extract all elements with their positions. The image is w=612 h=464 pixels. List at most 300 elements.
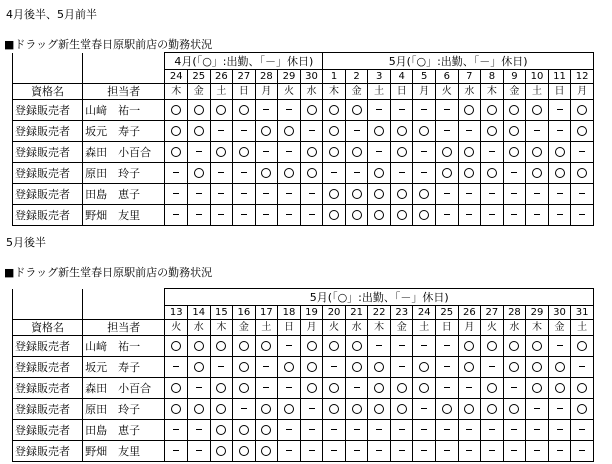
work-circle-icon bbox=[171, 126, 181, 136]
work-circle-icon bbox=[464, 147, 474, 157]
work-circle-icon bbox=[194, 168, 204, 178]
attendance-cell-off bbox=[300, 399, 323, 420]
day-number: 9 bbox=[503, 70, 526, 84]
work-circle-icon bbox=[532, 147, 542, 157]
attendance-cell-off bbox=[436, 336, 459, 357]
off-dash-icon bbox=[534, 214, 540, 215]
work-circle-icon bbox=[419, 126, 429, 136]
attendance-cell-work bbox=[188, 357, 211, 378]
weekday: 日 bbox=[233, 84, 256, 100]
work-circle-icon bbox=[419, 383, 429, 393]
weekday: 木 bbox=[323, 84, 346, 100]
attendance-cell-work bbox=[413, 357, 436, 378]
work-circle-icon bbox=[171, 404, 181, 414]
work-circle-icon bbox=[442, 404, 452, 414]
attendance-cell-work bbox=[210, 100, 233, 121]
work-circle-icon bbox=[509, 362, 519, 372]
off-dash-icon bbox=[218, 214, 224, 215]
off-dash-icon bbox=[263, 387, 269, 388]
work-circle-icon bbox=[352, 341, 362, 351]
off-dash-icon bbox=[309, 130, 315, 131]
day-number: 19 bbox=[300, 306, 323, 320]
table-row bbox=[13, 441, 594, 462]
attendance-cell-off bbox=[188, 420, 211, 441]
attendance-cell-work bbox=[481, 336, 504, 357]
attendance-cell-work bbox=[278, 357, 301, 378]
off-dash-icon bbox=[218, 366, 224, 367]
day-number: 27 bbox=[481, 306, 504, 320]
off-dash-icon bbox=[534, 193, 540, 194]
off-dash-icon bbox=[399, 429, 405, 430]
work-circle-icon bbox=[352, 404, 362, 414]
table-title: ■ドラッグ新生堂春日原駅前店の勤務状況 bbox=[4, 266, 213, 279]
weekday: 水 bbox=[458, 84, 481, 100]
attendance-cell-work bbox=[255, 121, 278, 142]
attendance-cell-work bbox=[300, 378, 323, 399]
attendance-cell-off bbox=[278, 336, 301, 357]
month-group-header: 5月(「○」:出勤、「－」休日) bbox=[323, 53, 594, 70]
work-circle-icon bbox=[577, 168, 587, 178]
qualification-cell: 登録販売者 bbox=[13, 163, 83, 184]
off-dash-icon bbox=[511, 172, 517, 173]
attendance-cell-work bbox=[345, 142, 368, 163]
day-number: 28 bbox=[503, 306, 526, 320]
attendance-cell-off bbox=[526, 420, 549, 441]
work-circle-icon bbox=[555, 168, 565, 178]
attendance-cell-work bbox=[255, 336, 278, 357]
qualification-header: 資格名 bbox=[13, 84, 83, 100]
off-dash-icon bbox=[444, 214, 450, 215]
attendance-cell-work bbox=[503, 357, 526, 378]
attendance-cell-work bbox=[210, 378, 233, 399]
off-dash-icon bbox=[444, 193, 450, 194]
off-dash-icon bbox=[309, 450, 315, 451]
work-circle-icon bbox=[216, 383, 226, 393]
attendance-cell-off bbox=[503, 184, 526, 205]
weekday: 月 bbox=[458, 320, 481, 336]
work-circle-icon bbox=[487, 383, 497, 393]
attendance-cell-work bbox=[458, 163, 481, 184]
day-number: 31 bbox=[571, 306, 594, 320]
work-circle-icon bbox=[284, 126, 294, 136]
off-dash-icon bbox=[466, 130, 472, 131]
off-dash-icon bbox=[286, 429, 292, 430]
attendance-cell-work bbox=[503, 100, 526, 121]
work-circle-icon bbox=[307, 168, 317, 178]
work-circle-icon bbox=[509, 404, 519, 414]
attendance-cell-off bbox=[255, 205, 278, 226]
attendance-cell-off bbox=[413, 163, 436, 184]
attendance-cell-work bbox=[210, 420, 233, 441]
attendance-cell-work bbox=[323, 336, 346, 357]
off-dash-icon bbox=[466, 193, 472, 194]
attendance-cell-work bbox=[255, 441, 278, 462]
attendance-cell-work bbox=[233, 142, 256, 163]
off-dash-icon bbox=[534, 130, 540, 131]
attendance-cell-off bbox=[571, 205, 594, 226]
attendance-cell-work bbox=[481, 399, 504, 420]
off-dash-icon bbox=[489, 429, 495, 430]
attendance-cell-off bbox=[323, 441, 346, 462]
attendance-cell-work bbox=[390, 142, 413, 163]
attendance-cell-off bbox=[210, 163, 233, 184]
attendance-cell-off bbox=[390, 420, 413, 441]
work-circle-icon bbox=[261, 425, 271, 435]
weekday: 火 bbox=[165, 320, 188, 336]
weekday: 火 bbox=[278, 84, 301, 100]
attendance-cell-off bbox=[300, 121, 323, 142]
attendance-cell-off bbox=[413, 142, 436, 163]
work-circle-icon bbox=[442, 147, 452, 157]
table-row bbox=[13, 142, 594, 163]
weekday: 金 bbox=[188, 84, 211, 100]
attendance-cell-off bbox=[188, 378, 211, 399]
off-dash-icon bbox=[218, 172, 224, 173]
attendance-cell-off bbox=[548, 100, 571, 121]
off-dash-icon bbox=[421, 450, 427, 451]
table-row bbox=[13, 357, 594, 378]
weekday: 木 bbox=[368, 320, 391, 336]
day-number: 21 bbox=[345, 306, 368, 320]
off-dash-icon bbox=[444, 387, 450, 388]
attendance-cell-off bbox=[548, 441, 571, 462]
off-dash-icon bbox=[557, 109, 563, 110]
attendance-cell-work bbox=[413, 121, 436, 142]
attendance-cell-work bbox=[323, 205, 346, 226]
off-dash-icon bbox=[511, 429, 517, 430]
attendance-cell-work bbox=[571, 336, 594, 357]
attendance-cell-off bbox=[390, 163, 413, 184]
day-number: 17 bbox=[255, 306, 278, 320]
attendance-cell-off bbox=[481, 441, 504, 462]
day-number: 3 bbox=[368, 70, 391, 84]
off-dash-icon bbox=[309, 214, 315, 215]
attendance-cell-work bbox=[255, 420, 278, 441]
weekday: 木 bbox=[481, 84, 504, 100]
table-row bbox=[13, 100, 594, 121]
off-dash-icon bbox=[534, 450, 540, 451]
work-circle-icon bbox=[171, 147, 181, 157]
attendance-cell-work bbox=[323, 378, 346, 399]
day-number: 30 bbox=[300, 70, 323, 84]
day-number: 24 bbox=[413, 306, 436, 320]
work-circle-icon bbox=[216, 341, 226, 351]
off-dash-icon bbox=[399, 172, 405, 173]
work-circle-icon bbox=[284, 404, 294, 414]
attendance-cell-work bbox=[323, 100, 346, 121]
attendance-cell-off bbox=[278, 205, 301, 226]
attendance-cell-work bbox=[323, 121, 346, 142]
day-number: 26 bbox=[458, 306, 481, 320]
month-group-header: 4月(「○」:出勤、「－」休日) bbox=[165, 53, 323, 70]
off-dash-icon bbox=[241, 130, 247, 131]
attendance-cell-off bbox=[458, 121, 481, 142]
day-number: 11 bbox=[548, 70, 571, 84]
day-number: 6 bbox=[436, 70, 459, 84]
attendance-cell-work bbox=[526, 357, 549, 378]
off-dash-icon bbox=[489, 366, 495, 367]
off-dash-icon bbox=[286, 387, 292, 388]
work-circle-icon bbox=[239, 425, 249, 435]
attendance-cell-off bbox=[413, 441, 436, 462]
day-number: 8 bbox=[481, 70, 504, 84]
weekday: 金 bbox=[345, 84, 368, 100]
attendance-cell-work bbox=[368, 357, 391, 378]
attendance-cell-off bbox=[233, 121, 256, 142]
attendance-cell-off bbox=[548, 205, 571, 226]
day-number: 25 bbox=[436, 306, 459, 320]
attendance-cell-off bbox=[345, 163, 368, 184]
table-row bbox=[13, 336, 594, 357]
attendance-cell-off bbox=[210, 121, 233, 142]
person-name-cell: 田島 恵子 bbox=[83, 420, 165, 441]
attendance-cell-work bbox=[323, 142, 346, 163]
person-name-cell: 山﨑 祐一 bbox=[83, 336, 165, 357]
off-dash-icon bbox=[399, 366, 405, 367]
weekday: 水 bbox=[188, 320, 211, 336]
attendance-cell-off bbox=[233, 399, 256, 420]
attendance-cell-work bbox=[210, 336, 233, 357]
work-circle-icon bbox=[329, 189, 339, 199]
attendance-cell-work bbox=[548, 357, 571, 378]
attendance-cell-work bbox=[390, 378, 413, 399]
work-circle-icon bbox=[194, 126, 204, 136]
work-circle-icon bbox=[216, 446, 226, 456]
attendance-cell-work bbox=[323, 184, 346, 205]
attendance-cell-work bbox=[481, 378, 504, 399]
off-dash-icon bbox=[241, 172, 247, 173]
day-number: 23 bbox=[390, 306, 413, 320]
weekday: 土 bbox=[368, 84, 391, 100]
attendance-cell-work bbox=[458, 336, 481, 357]
person-name-cell: 坂元 寿子 bbox=[83, 357, 165, 378]
work-circle-icon bbox=[532, 362, 542, 372]
off-dash-icon bbox=[331, 172, 337, 173]
qualification-cell: 登録販売者 bbox=[13, 121, 83, 142]
weekday: 日 bbox=[548, 84, 571, 100]
off-dash-icon bbox=[331, 450, 337, 451]
off-dash-icon bbox=[489, 151, 495, 152]
work-circle-icon bbox=[577, 383, 587, 393]
attendance-cell-work bbox=[188, 336, 211, 357]
attendance-cell-off bbox=[255, 142, 278, 163]
weekday: 金 bbox=[503, 84, 526, 100]
day-number: 28 bbox=[255, 70, 278, 84]
weekday: 金 bbox=[233, 320, 256, 336]
attendance-cell-work bbox=[233, 357, 256, 378]
off-dash-icon bbox=[557, 193, 563, 194]
attendance-cell-work bbox=[481, 163, 504, 184]
day-number: 25 bbox=[188, 70, 211, 84]
off-dash-icon bbox=[579, 429, 585, 430]
work-circle-icon bbox=[577, 341, 587, 351]
attendance-cell-off bbox=[165, 205, 188, 226]
work-circle-icon bbox=[352, 189, 362, 199]
work-circle-icon bbox=[374, 210, 384, 220]
work-circle-icon bbox=[352, 105, 362, 115]
attendance-cell-work bbox=[571, 378, 594, 399]
work-circle-icon bbox=[397, 383, 407, 393]
work-circle-icon bbox=[532, 168, 542, 178]
attendance-cell-off bbox=[278, 100, 301, 121]
attendance-cell-off bbox=[368, 142, 391, 163]
work-circle-icon bbox=[307, 147, 317, 157]
work-circle-icon bbox=[239, 446, 249, 456]
work-circle-icon bbox=[261, 341, 271, 351]
attendance-cell-work bbox=[233, 441, 256, 462]
work-circle-icon bbox=[374, 404, 384, 414]
off-dash-icon bbox=[421, 408, 427, 409]
off-dash-icon bbox=[196, 387, 202, 388]
qualification-cell: 登録販売者 bbox=[13, 357, 83, 378]
off-dash-icon bbox=[557, 408, 563, 409]
table-row bbox=[13, 420, 594, 441]
attendance-cell-off bbox=[436, 378, 459, 399]
attendance-cell-work bbox=[526, 142, 549, 163]
attendance-cell-off bbox=[255, 100, 278, 121]
work-circle-icon bbox=[307, 383, 317, 393]
work-circle-icon bbox=[194, 404, 204, 414]
attendance-cell-work bbox=[413, 378, 436, 399]
person-name-cell: 野畑 友里 bbox=[83, 441, 165, 462]
work-circle-icon bbox=[261, 168, 271, 178]
attendance-cell-off bbox=[526, 121, 549, 142]
off-dash-icon bbox=[173, 172, 179, 173]
attendance-cell-off bbox=[526, 184, 549, 205]
attendance-cell-work bbox=[368, 163, 391, 184]
off-dash-icon bbox=[286, 345, 292, 346]
section-heading: 4月後半、5月前半 bbox=[6, 8, 97, 21]
attendance-cell-off bbox=[436, 420, 459, 441]
attendance-cell-work bbox=[458, 100, 481, 121]
work-circle-icon bbox=[419, 210, 429, 220]
attendance-cell-off bbox=[481, 205, 504, 226]
work-circle-icon bbox=[171, 383, 181, 393]
weekday: 土 bbox=[255, 320, 278, 336]
off-dash-icon bbox=[489, 193, 495, 194]
attendance-cell-work bbox=[255, 163, 278, 184]
day-number: 4 bbox=[390, 70, 413, 84]
off-dash-icon bbox=[444, 130, 450, 131]
work-circle-icon bbox=[555, 147, 565, 157]
attendance-cell-off bbox=[233, 205, 256, 226]
work-circle-icon bbox=[194, 362, 204, 372]
off-dash-icon bbox=[354, 387, 360, 388]
attendance-cell-work bbox=[188, 121, 211, 142]
attendance-cell-work bbox=[345, 205, 368, 226]
off-dash-icon bbox=[421, 109, 427, 110]
attendance-cell-work bbox=[345, 184, 368, 205]
corner-cell bbox=[83, 306, 165, 320]
off-dash-icon bbox=[376, 429, 382, 430]
attendance-cell-off bbox=[368, 100, 391, 121]
off-dash-icon bbox=[466, 387, 472, 388]
weekday: 水 bbox=[503, 320, 526, 336]
attendance-cell-off bbox=[413, 420, 436, 441]
attendance-cell-off bbox=[458, 184, 481, 205]
attendance-cell-off bbox=[345, 420, 368, 441]
off-dash-icon bbox=[421, 345, 427, 346]
work-circle-icon bbox=[509, 105, 519, 115]
attendance-cell-off bbox=[165, 441, 188, 462]
qualification-cell: 登録販売者 bbox=[13, 100, 83, 121]
off-dash-icon bbox=[557, 429, 563, 430]
off-dash-icon bbox=[376, 109, 382, 110]
day-number: 20 bbox=[323, 306, 346, 320]
attendance-cell-off bbox=[458, 205, 481, 226]
person-name-cell: 森田 小百合 bbox=[83, 378, 165, 399]
attendance-cell-off bbox=[210, 357, 233, 378]
weekday: 木 bbox=[210, 320, 233, 336]
attendance-cell-work bbox=[210, 441, 233, 462]
off-dash-icon bbox=[286, 450, 292, 451]
attendance-cell-work bbox=[300, 357, 323, 378]
attendance-cell-off bbox=[481, 357, 504, 378]
work-circle-icon bbox=[487, 126, 497, 136]
attendance-cell-off bbox=[165, 420, 188, 441]
work-circle-icon bbox=[352, 362, 362, 372]
work-circle-icon bbox=[239, 383, 249, 393]
attendance-cell-off bbox=[278, 184, 301, 205]
attendance-cell-off bbox=[278, 378, 301, 399]
qualification-cell: 登録販売者 bbox=[13, 142, 83, 163]
attendance-cell-off bbox=[503, 205, 526, 226]
attendance-cell-off bbox=[390, 441, 413, 462]
day-number: 1 bbox=[323, 70, 346, 84]
off-dash-icon bbox=[331, 429, 337, 430]
qualification-cell: 登録販売者 bbox=[13, 399, 83, 420]
attendance-cell-off bbox=[188, 184, 211, 205]
qualification-cell: 登録販売者 bbox=[13, 420, 83, 441]
attendance-cell-work bbox=[188, 100, 211, 121]
day-number: 16 bbox=[233, 306, 256, 320]
person-name-cell: 田島 恵子 bbox=[83, 184, 165, 205]
attendance-cell-off bbox=[436, 184, 459, 205]
work-circle-icon bbox=[487, 341, 497, 351]
work-circle-icon bbox=[374, 362, 384, 372]
attendance-cell-off bbox=[278, 420, 301, 441]
off-dash-icon bbox=[263, 193, 269, 194]
off-dash-icon bbox=[173, 193, 179, 194]
table-row bbox=[13, 378, 594, 399]
off-dash-icon bbox=[376, 345, 382, 346]
off-dash-icon bbox=[331, 366, 337, 367]
work-circle-icon bbox=[397, 126, 407, 136]
work-circle-icon bbox=[464, 105, 474, 115]
off-dash-icon bbox=[534, 429, 540, 430]
work-circle-icon bbox=[555, 362, 565, 372]
attendance-cell-work bbox=[413, 184, 436, 205]
work-circle-icon bbox=[307, 362, 317, 372]
attendance-cell-work bbox=[571, 100, 594, 121]
work-circle-icon bbox=[397, 147, 407, 157]
work-circle-icon bbox=[284, 362, 294, 372]
work-circle-icon bbox=[509, 341, 519, 351]
off-dash-icon bbox=[263, 151, 269, 152]
attendance-cell-work bbox=[278, 163, 301, 184]
attendance-cell-off bbox=[345, 378, 368, 399]
attendance-cell-off bbox=[413, 100, 436, 121]
attendance-cell-off bbox=[165, 357, 188, 378]
attendance-cell-off bbox=[503, 420, 526, 441]
attendance-cell-work bbox=[210, 399, 233, 420]
day-number: 13 bbox=[165, 306, 188, 320]
work-circle-icon bbox=[532, 341, 542, 351]
off-dash-icon bbox=[218, 193, 224, 194]
attendance-cell-off bbox=[345, 121, 368, 142]
attendance-cell-work bbox=[233, 378, 256, 399]
weekday: 木 bbox=[165, 84, 188, 100]
